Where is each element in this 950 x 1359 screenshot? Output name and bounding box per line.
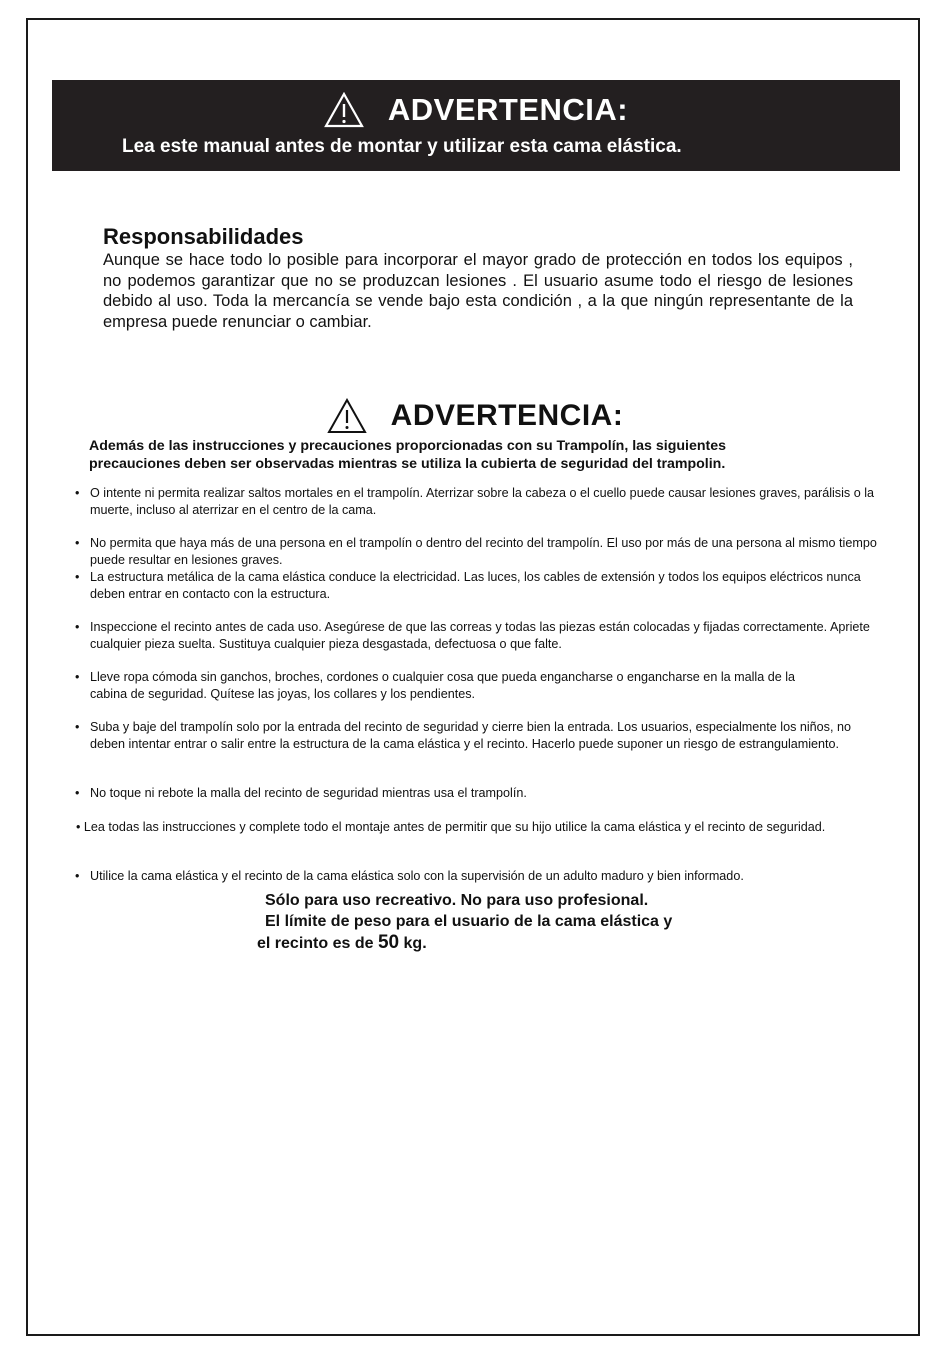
bullet-icon: • <box>75 869 80 883</box>
bullet-icon: • <box>75 570 80 584</box>
footer-line: Sólo para uso recreativo. No para uso profesional. <box>265 892 649 909</box>
responsibilities-body: Aunque se hace todo lo posible para incorporar el mayor grado de protección en todos los equipos , no podemos garantizar que no se produzcan lesiones . El usuario asume todo el riesgo de lesiones debido al uso. Toda la mercancía se vende bajo esta condición , a la que ningún representante de la empresa puede renunciar o cambiar. <box>103 251 853 331</box>
list-item <box>74 569 889 603</box>
responsibilities-title: Responsabilidades <box>103 224 304 249</box>
list-item-text: O intente ni permita realizar saltos mortales en el trampolín. Aterrizar sobre la cabeza o el cuello puede causar lesiones graves, parálisis o la muerte, incluso al aterrizar en el centro de la cama. <box>90 486 875 517</box>
banner-heading <box>52 88 900 132</box>
list-item-text: Suba y baje del trampolín solo por la entrada del recinto de seguridad y cierre bien la entrada. Los usuarios, especialmente los niños, no deben intentar entrar o salir entre la estructura de la cama elástica y el recinto. Hacerlo puede suponer un riesgo de estrangulamiento. <box>90 720 851 751</box>
warning-triangle-icon <box>324 92 364 128</box>
list-item-text: Utilice la cama elástica y el recinto de la cama elástica solo con la supervisión de un adulto maduro y bien informado. <box>90 869 744 883</box>
list-item-text: Lea todas las instrucciones y complete todo el montaje antes de permitir que su hijo utilice la cama elástica y el recinto de seguridad. <box>83 820 826 834</box>
list-item-text: No permita que haya más de una persona en el trampolín o dentro del recinto del trampolín. El uso por más de una persona al mismo tiempo puede resultar en lesiones graves. <box>90 536 877 567</box>
list-item-text: No toque ni rebote la malla del recinto de seguridad mientras usa el trampolín. <box>90 786 527 800</box>
warning-intro <box>89 437 849 473</box>
responsibilities-section <box>103 224 853 332</box>
list-item <box>74 485 889 519</box>
banner-subtitle: Lea este manual antes de montar y utilizar esta cama elástica. <box>122 136 682 157</box>
bullet-icon: • <box>75 486 80 500</box>
list-item <box>74 819 889 836</box>
banner-title: ADVERTENCIA: <box>387 92 629 127</box>
warning-banner <box>52 80 900 171</box>
weight-limit-value: 50 <box>377 932 400 953</box>
bullet-icon: • <box>75 720 80 734</box>
footer-notice <box>257 890 672 954</box>
bullet-icon: • <box>75 786 80 800</box>
footer-text: el recinto es de <box>257 935 378 952</box>
list-item-text: La estructura metálica de la cama elástica conduce la electricidad. Las luces, los cables de extensión y todos los equipos eléctricos nunca deben entrar en contacto con la estructura. <box>90 570 861 601</box>
warning-intro-line: precauciones deben ser observadas mientras se utiliza la cubierta de seguridad del trampolin. <box>89 456 726 472</box>
list-item <box>74 619 889 653</box>
list-item-text: Inspeccione el recinto antes de cada uso. Asegúrese de que las correas y todas las piezas están colocadas y fijadas correctamente. Apriete cualquier pieza suelta. Sustituya cualquier pieza desgastada, defectuosa o que falte. <box>90 620 870 651</box>
list-item <box>74 785 889 802</box>
footer-text: kg. <box>399 935 427 952</box>
bullet-icon: • <box>75 620 80 634</box>
warning-heading <box>0 395 950 437</box>
bullet-icon: • <box>75 536 80 550</box>
footer-line: El límite de peso para el usuario de la cama elástica y <box>265 913 673 930</box>
list-item <box>74 719 854 753</box>
list-item <box>74 535 889 569</box>
warning-triangle-icon <box>327 398 367 434</box>
footer-weight-line <box>257 932 672 954</box>
bullet-icon: • <box>75 670 80 684</box>
bullet-icon: • <box>76 820 81 834</box>
list-item <box>74 669 834 703</box>
warning-intro-line: Además de las instrucciones y precauciones proporcionadas con su Trampolín, las siguientes <box>89 438 727 454</box>
list-item <box>74 868 889 885</box>
list-item-text: Lleve ropa cómoda sin ganchos, broches, cordones o cualquier cosa que pueda engancharse o engancharse en la malla de la cabina de seguridad. Quítese las joyas, los collares y los pendientes. <box>90 670 796 701</box>
warning-title: ADVERTENCIA: <box>390 399 624 432</box>
